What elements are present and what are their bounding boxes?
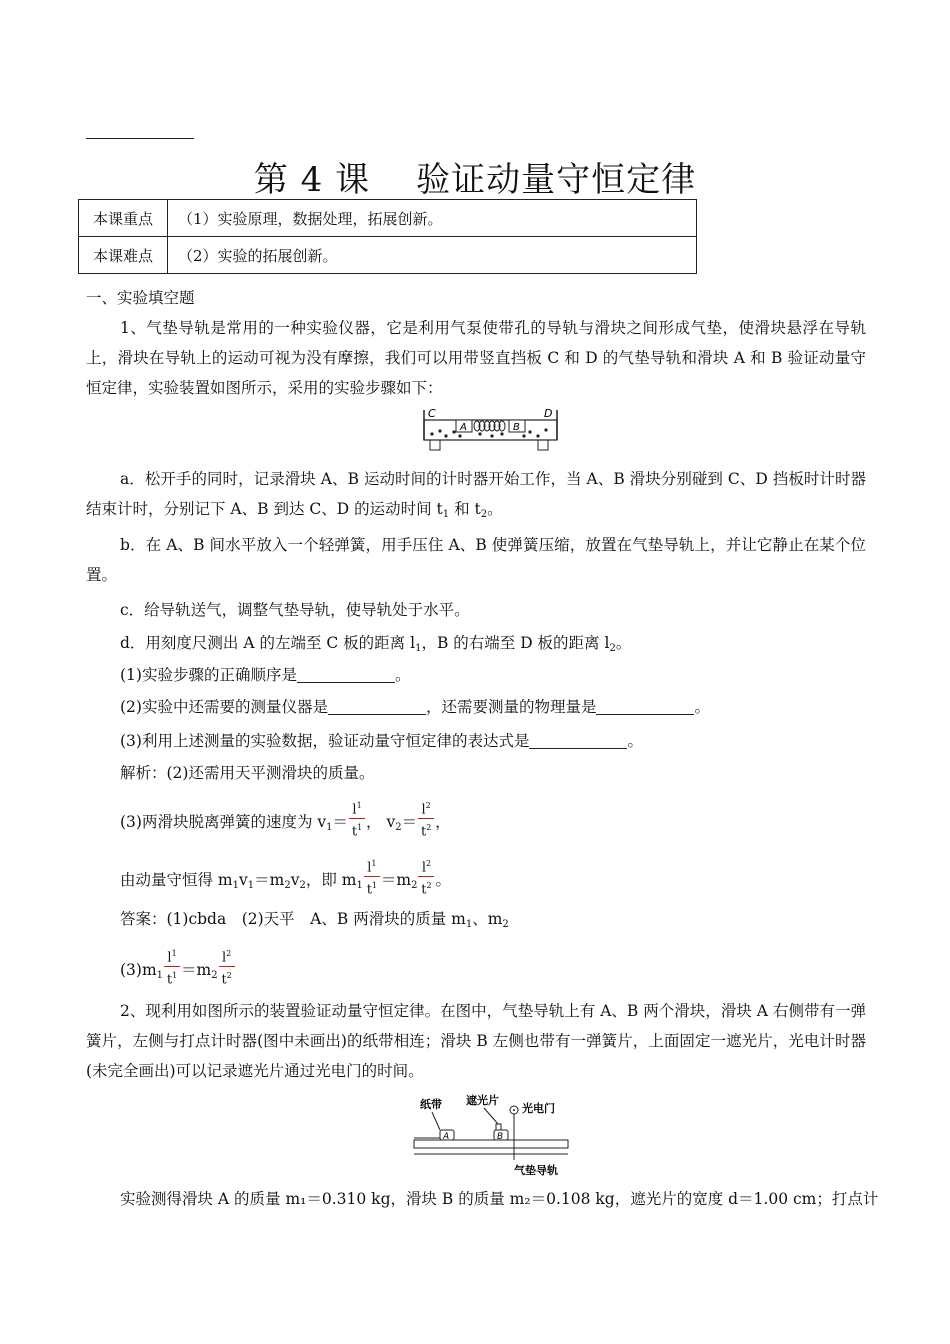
- page-title: [0, 152, 950, 201]
- sub-question-1: (1)实验步骤的正确顺序是 。: [120, 666, 411, 684]
- table-row: [79, 200, 697, 237]
- answer-blank[interactable]: [328, 696, 426, 715]
- label-rail: 气垫导轨: [514, 1164, 558, 1177]
- section-heading: 一、实验填空题: [86, 289, 195, 307]
- answer-formula: $(3)m_1$ $\frac{l^1}{t^1}$ $=m_2$ $\frac{l^2}{t^2}$: [120, 950, 900, 992]
- momentum-formula: 由动量守恒得 $m_1v_1=m_2v_2$，即 $m_1$ $\frac{l^1}{t^1}$ $=m_2$ $\frac{l^2}{t^2}$ 。: [120, 859, 451, 898]
- answer-blank[interactable]: [529, 730, 627, 749]
- table-row: [79, 237, 697, 274]
- step-c: c．给导轨送气，调整气垫导轨，使导轨处于水平。: [120, 601, 470, 619]
- analysis-line: 解析：(2)还需用天平测滑块的质量。: [120, 764, 375, 782]
- sub-question-2: (2)实验中还需要的测量仪器是 ，还需要测量的物理量是 。: [120, 698, 710, 716]
- key-label: 本课难点: [79, 237, 168, 274]
- key-points-table: [78, 199, 697, 274]
- step-a: a．松开手的同时，记录滑块 A、B 运动时间的计时器开始工作，当 A、B 滑块分别碰到 C、D 挡板时计时器结束计时，分别记下 A、B 到达 C、D 的运动时间 $t_1$ 和 $t_2$。: [86, 470, 866, 520]
- label-shutter: 遮光片: [466, 1094, 499, 1107]
- speed-formula: (3)两滑块脱离弹簧的速度为 $v_1=$ $\frac{l^1}{t^1}$ ， $v_2=$ $\frac{l^2}{t^2}$ ，: [120, 801, 451, 840]
- label-a: A: [443, 1132, 450, 1142]
- label-b: B: [513, 422, 520, 433]
- sub-question-3: (3)利用上述测量的实验数据，验证动量守恒定律的表达式是 。: [120, 732, 643, 750]
- q2-intro: 2、现利用如图所示的装置验证动量守恒定律。在图中，气垫导轨上有 A、B 两个滑块，滑块 A 右侧带有一弹簧片，左侧与打点计时器(图中未画出)的纸带相连；滑块 B 左侧也带有一弹簧片，上面固定一遮光片，光电计时器(未完全画出)可以记录遮光片通过光电门的时间。: [86, 1002, 866, 1080]
- label-tape: 纸带: [420, 1098, 442, 1111]
- q2-data-line: 实验测得滑块 A 的质量 m₁＝0.310 kg，滑块 B 的质量 m₂＝0.108 kg，遮光片的宽度 d＝1.00 cm；打点计: [120, 1190, 879, 1208]
- air-track-figure: [420, 408, 562, 456]
- step-b: b．在 A、B 间水平放入一个轻弹簧，用手压住 A、B 使弹簧压缩，放置在气垫导轨上，并让它静止在某个位置。: [86, 536, 866, 584]
- key-value: （2）实验的拓展创新。: [168, 237, 697, 274]
- header-rule: [86, 138, 194, 139]
- label-b: B: [497, 1132, 504, 1142]
- key-label: 本课重点: [79, 200, 168, 237]
- photogate-figure: [410, 1094, 580, 1180]
- label-d: D: [544, 408, 553, 420]
- label-gate: 光电门: [522, 1102, 555, 1115]
- lesson-number: 第 4 课: [253, 160, 371, 200]
- step-d: d．用刻度尺测出 A 的左端至 C 板的距离 $l_1$，B 的右端至 D 板的距离 $l_2$。: [120, 634, 632, 654]
- key-value: （1）实验原理，数据处理，拓展创新。: [168, 200, 697, 237]
- q1-intro: 1、气垫导轨是常用的一种实验仪器，它是利用气泵使带孔的导轨与滑块之间形成气垫，使滑块悬浮在导轨上，滑块在导轨上的运动可视为没有摩擦，我们可以用带竖直挡板 C 和 D 的气垫导轨和滑块 A 和 B 验证动量守恒定律，实验装置如图所示，采用的实验步骤如下：: [86, 319, 866, 397]
- answer-blank[interactable]: [297, 664, 395, 683]
- label-c: C: [428, 408, 436, 420]
- label-a: A: [460, 422, 467, 433]
- lesson-topic: 验证动量守恒定律: [416, 160, 697, 200]
- answer-blank[interactable]: [596, 696, 694, 715]
- answer-line: 答案：(1)cbda (2)天平 A、B 两滑块的质量 $m_1$、$m_2$: [120, 910, 509, 930]
